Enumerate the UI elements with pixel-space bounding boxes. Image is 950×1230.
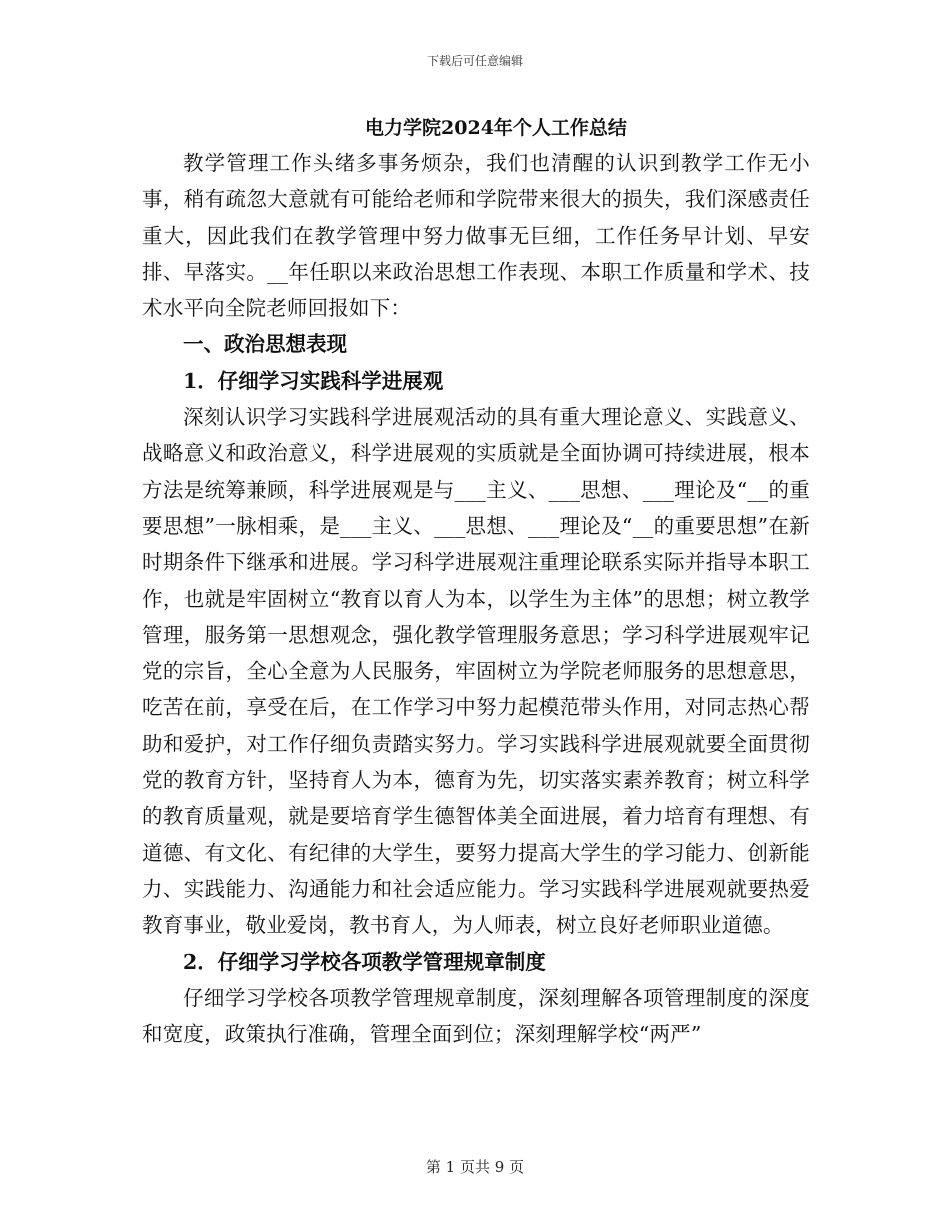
- header-note: 下载后可任意编辑: [426, 54, 523, 68]
- subsection-paragraph-1: 深刻认识学习实践科学进展观活动的具有重大理论意义、实践意义、战略意义和政治意义，科学进展观的实质就是全面协调可持续进展，根本方法是统筹兼顾，科学进展观是与___主义、___思想、___理论及“__的重要思想”一脉相乘，是___主义、___思想、___理论及“__的重要思想”在新时期条件下继承和进展。学习科学进展观注重理论联系实际并指导本职工作，也就是牢固树立“教育以育人为本，以学生为主体”的思想；树立教学管理，服务第一思想观念，强化教学管理服务意思；学习科学进展观牢记党的宗旨，全心全意为人民服务，牢固树立为学院老师服务的思想意思，吃苦在前，享受在后，在工作学习中努力起模范带头作用，对同志热心帮助和爱护，对工作仔细负责踏实努力。学习实践科学进展观就要全面贯彻党的教育方针，坚持育人为本，德育为先，切实落实素养教育；树立科学的教育质量观，就是要培育学生德智体美全面进展，着力培育有理想、有道德、有文化、有纪律的大学生，要努力提高大学生的学习能力、创新能力、实践能力、沟通能力和社会适应能力。学习实践科学进展观就要热爱教育事业，敬业爱岗，教书育人，为人师表，树立良好老师职业道德。: [142, 405, 810, 938]
- subsection-heading-1: 1．仔细学习实践科学进展观: [183, 368, 444, 393]
- page-footer: 第 1 页共 9 页: [425, 1158, 525, 1176]
- section-heading-1: 一、政治思想表现: [183, 332, 347, 357]
- document-title: 电力学院2024年个人工作总结: [365, 117, 627, 139]
- document-body: [142, 111, 810, 1052]
- intro-paragraph: 教学管理工作头绪多事务烦杂，我们也清醒的认识到教学工作无小事，稍有疏忽大意就有可能给老师和学院带来很大的损失，我们深感责任重大，因此我们在教学管理中努力做事无巨细，工作任务早计划、早安排、早落实。__年任职以来政治思想工作表现、本职工作质量和学术、技术水平向全院老师回报如下：: [142, 151, 810, 321]
- subsection-paragraph-2: 仔细学习学校各项教学管理规章制度，深刻理解各项管理制度的深度和宽度，政策执行准确，管理全面到位；深刻理解学校“两严”: [142, 985, 810, 1047]
- subsection-heading-2: 2．仔细学习学校各项教学管理规章制度: [183, 949, 546, 974]
